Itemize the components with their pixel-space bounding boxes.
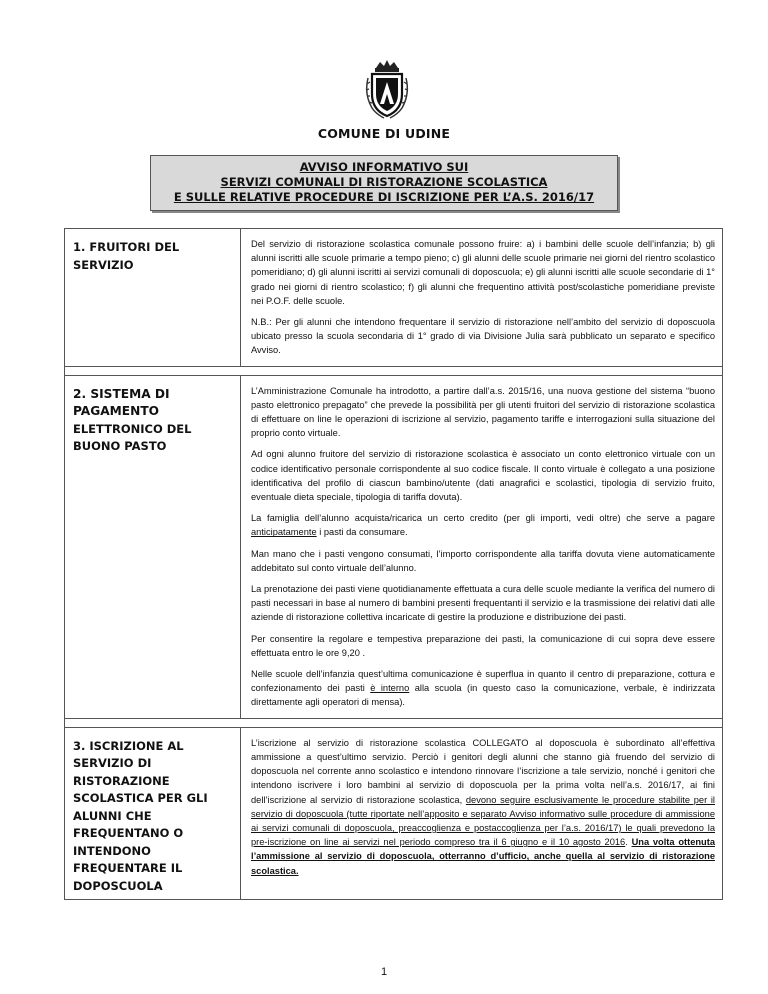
section-row [65,229,723,367]
section-2-paragraph: La famiglia dell’alunno acquista/ricarica un certo credito (per gli importi, vedi oltre) che serve a pagare anticipatamente i pasti da consumare. [251,513,715,538]
section-1-heading: 1. FRUITORI DEL SERVIZIO [73,240,180,272]
section-3-heading: 3. ISCRIZIONE AL SERVIZIO DI RISTORAZIONE SCOLASTICA PER GLI ALUNNI CHE FREQUENTANO O INTENDONO FREQUENTARE IL DOPOSCUOLA [73,738,208,893]
section-2-paragraph: Ad ogni alunno fruitore del servizio di ristorazione scolastica è associato un conto elettronico virtuale con un codice identificativo personale corrispondente al suo codice fiscale. Il conto virtuale è collegato a una posizione identificativa del profilo di ciascun bambino/utente (dati anagrafici e scolastici, tipologia di servizio fruito, eventuale dieta speciale, tipologia di tariffa dovuta). [251,449,715,503]
notice-title-line-2: SERVIZI COMUNALI DI RISTORAZIONE SCOLASTICA [220,175,548,189]
section-2-heading-line-1: 2. SISTEMA DI PAGAMENTO [73,386,170,419]
section-1-note: N.B.: Per gli alunni che intendono frequentare il servizio di ristorazione nell’ambito del servizio di doposcuola ubicato presso la scuola secondaria di 1° grado di via Divisione Julia sarà pubblicato un separato e specifico Avviso. [251,317,715,356]
section-heading [65,727,241,900]
section-row [65,727,723,900]
notice-title-line-1: AVVISO INFORMATIVO SUI [299,160,469,174]
city-crest-logo [362,58,412,120]
section-2-heading-rest: ELETTRONICO DEL BUONO PASTO [73,421,192,454]
section-body [241,375,723,718]
section-body [241,229,723,367]
municipality-name: COMUNE DI UDINE [317,126,451,141]
section-2-paragraph: Nelle scuole dell’infanzia quest’ultima comunicazione è superflua in quanto il centro di preparazione, cottura e confezionamento dei pasti è interno alla scuola (in questo caso la comunicazione, verbale, è indirizzata direttamente agli operatori di mensa). [251,669,715,708]
section-1-paragraph: Del servizio di ristorazione scolastica comunale possono fruire: a) i bambini delle scuole dell’infanzia; b) gli alunni iscritti alle scuole primarie a tempo pieno; c) gli alunni delle scuole primarie nei giorni del rientro scolastico pomeridiano; d) gli alunni iscritti ai servizi comunali di doposcuola; e) gli alunni iscritti alle scuole secondarie di 1° grado nei giorni di rientro scolastico; f) gli alunni che frequentino attività post/scolastiche pomeridiane previste nei P.O.F. delle scuole. [251,239,715,306]
notice-sections-table [64,228,723,900]
notice-title-box [150,155,618,211]
page-number: 1 [380,966,388,978]
section-2-paragraph: L’Amministrazione Comunale ha introdotto, a partire dall’a.s. 2015/16, una nuova gestione del sistema “buono pasto elettronico prepagato” che prevede la possibilità per gli utenti fruitori del servizio di ristorazione scolastica di effettuare on line le operazioni di iscrizione al servizio, pagamento tariffe e interrogazioni sulla situazione del proprio conto virtuale. [251,385,715,439]
section-row [65,375,723,718]
section-2-paragraph: Man mano che i pasti vengono consumati, l’importo corrispondente alla tariffa dovuta viene automaticamente addebitato sul conto virtuale dell’alunno. [251,548,715,573]
section-body [241,727,723,900]
notice-title-line-3: E SULLE RELATIVE PROCEDURE DI ISCRIZIONE PER L’A.S. 2016/17 [173,190,595,204]
section-heading [65,375,241,718]
section-2-paragraph: La prenotazione dei pasti viene quotidianamente effettuata a cura delle scuole mediante la verifica del numero di pasti necessari in base al numero di bambini presenti frequentanti il servizio e la trasmissione dei relativi dati alle aziende di ristorazione collettiva incaricate di gestire la produzione e distribuzione dei pasti. [251,584,715,623]
section-2-paragraph: Per consentire la regolare e tempestiva preparazione dei pasti, la comunicazione di cui sopra deve essere effettuata entro le ore 9,20 . [251,633,715,658]
section-3-paragraph: L’iscrizione al servizio di ristorazione scolastica COLLEGATO al doposcuola è subordinato all’effettiva ammissione a quest’ultimo servizio. Perciò i genitori degli alunni che stanno già fruendo del servizio di doposcuola nel corrente anno scolastico e intendono rinnovare l’iscrizione a tale servizio, nonché i genitori che intendono iscrivere i loro bambini al servizio di doposcuola per la prima volta nell’a.s. 2016/17, ai fini dell’iscrizione al servizio di ristorazione scolastica, devono seguire esclusivamente le procedure stabilite per il servizio di doposcuola (tutte riportate nell’apposito e separato Avviso informativo sulle procedure di ammissione ai servizi comunali di doposcuola, preaccoglienza e postaccoglienza per l’a.s. 2016/17) le quali prevedono la pre-iscrizione on line ai servizi nel periodo compreso tra il 6 giugno e il 10 agosto 2016. Una volta ottenuta l’ammissione al servizio di doposcuola, otterranno d’ufficio, anche quella al servizio di ristorazione scolastica. [251,737,715,876]
section-heading [65,229,241,367]
